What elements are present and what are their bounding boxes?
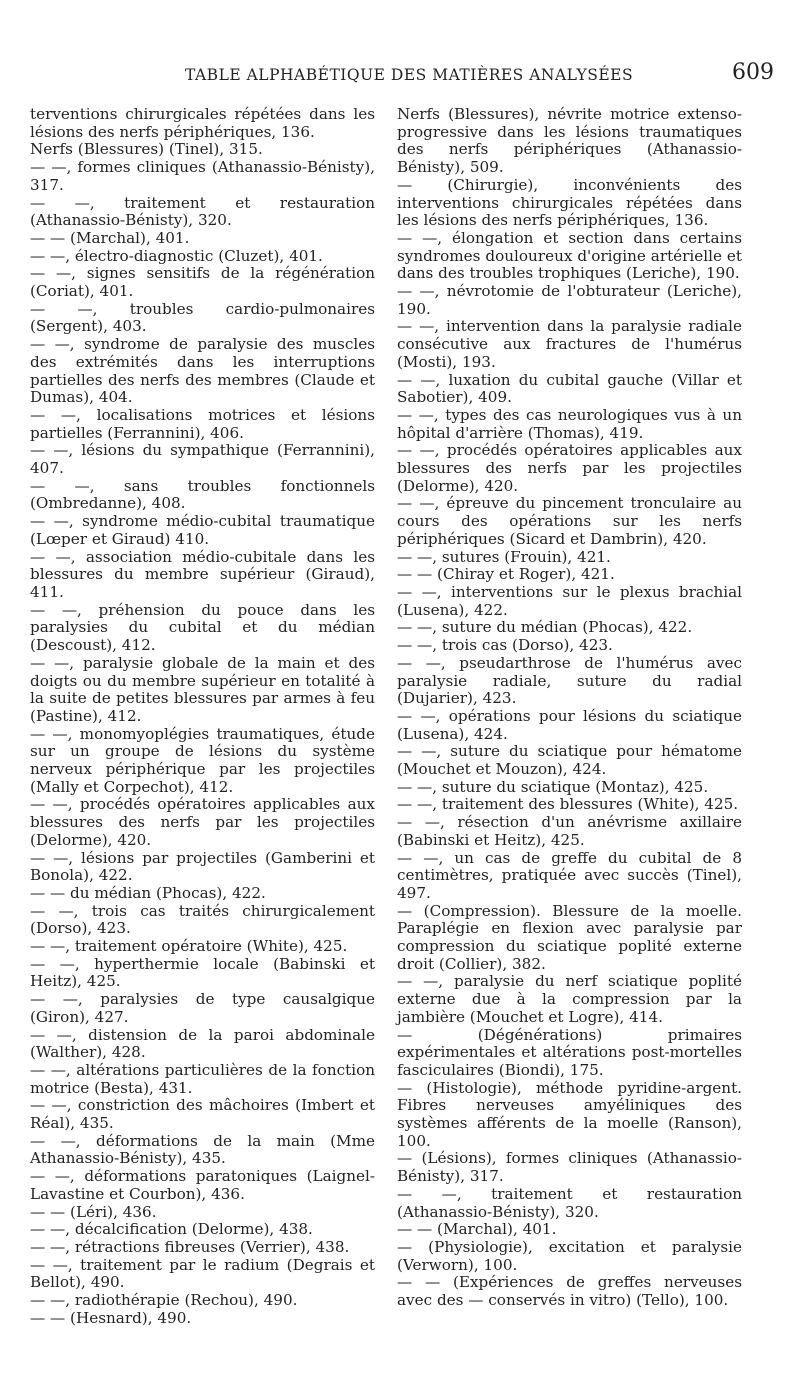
index-entry: — —, décalcification (Delorme), 438. (30, 1220, 313, 1239)
running-title: TABLE ALPHABÉTIQUE DES MATIÈRES ANALYSÉES (185, 66, 634, 84)
index-entry: — — (Chiray et Roger), 421. (397, 565, 615, 584)
index-entry: — —, luxation du cubital gauche (Villar et Sabotier), 409. (397, 370, 742, 407)
index-entry: — —, traitement et restauration (Athanassio-Bénisty), 320. (397, 1184, 742, 1221)
index-entry: — (Physiologie), excitation et paralysie (Verworn), 100. (397, 1238, 742, 1274)
index-entry: — —, lésions du sympathique (Ferrannini), 407. (30, 441, 375, 478)
page-number: 609 (732, 60, 774, 85)
index-entry: — —, paralysies de type causalgique (Giron), 427. (30, 990, 375, 1026)
right-column (397, 106, 742, 1310)
index-entry: — —, hyperthermie locale (Babinski et Heitz), 425. (30, 954, 375, 991)
index-entry: — —, lésions par projectiles (Gamberini et Bonola), 422. (30, 848, 375, 885)
index-entry: — —, un cas de greffe du cubital de 8 centimètres, pratiquée avec succès (Tinel), 497. (397, 848, 742, 902)
index-entry: — —, préhension du pouce dans les paralysies du cubital et du médian (Descoust), 412. (30, 600, 375, 655)
index-entry: — —, épreuve du pincement tronculaire au cours des opérations sur les nerfs périphériques (Sicard et Dambrin), 420. (397, 494, 742, 548)
index-entry: — — (Léri), 436. (30, 1202, 157, 1221)
index-entry: — —, pseudarthrose de l'humérus avec paralysie radiale, suture du radial (Dujarier), 423. (397, 653, 742, 708)
index-entry: — —, signes sensitifs de la régénération (Coriat), 401. (30, 264, 375, 301)
index-entry: — —, déformations de la main (Mme Athanassio-Bénisty), 435. (30, 1131, 375, 1168)
index-entry: — —, rétractions fibreuses (Verrier), 438. (30, 1238, 350, 1256)
index-entry: — —, électro-diagnostic (Cluzet), 401. (30, 246, 323, 265)
index-entry: — —, syndrome médio-cubital traumatique (Lœper et Giraud) 410. (30, 512, 375, 548)
index-entry: — —, localisations motrices et lésions partielles (Ferrannini), 406. (30, 405, 375, 442)
index-entry: — —, paralysie globale de la main et des doigts ou du membre supérieur en totalité à la suite de petites blessures par armes à feu (Pastine), 412. (30, 653, 375, 725)
index-entry: — —, paralysie du nerf sciatique poplité externe due à la compression par la jambière (Mouchet et Logre), 414. (397, 972, 742, 1026)
index-entry: — —, traitement des blessures (White), 425. (397, 795, 739, 814)
left-column (30, 106, 375, 1328)
index-entry: — —, radiothérapie (Rechou), 490. (30, 1291, 298, 1310)
index-entry: — —, traitement et restauration (Athanassio-Bénisty), 320. (30, 193, 375, 230)
index-entry: — —, troubles cardio-pulmonaires (Sergent), 403. (30, 299, 375, 336)
index-entry: — —, procédés opératoires applicables aux blessures des nerfs par les projectiles (Delorme), 420. (397, 441, 742, 495)
index-entry: — — du médian (Phocas), 422. (30, 883, 266, 902)
index-entry: — —, interventions sur le plexus brachial (Lusena), 422. (397, 582, 742, 619)
index-entry: — —, procédés opératoires applicables aux blessures des nerfs par les projectiles (Delorme), 420. (30, 795, 375, 849)
index-entry: — — (Hesnard), 490. (30, 1308, 192, 1327)
index-entry: — —, élongation et section dans certains syndromes douloureux d'origine artérielle et dans des troubles trophiques (Leriche), 190. (397, 228, 742, 283)
index-entry: — —, trois cas traités chirurgicalement (Dorso), 423. (30, 901, 375, 938)
index-entry: — —, constriction des mâchoires (Imbert et Réal), 435. (30, 1096, 375, 1133)
index-entry: — —, intervention dans la paralysie radiale consécutive aux fractures de l'humérus (Mosti), 193. (397, 317, 742, 371)
index-entry: — —, traitement par le radium (Degrais et Bellot), 490. (30, 1255, 375, 1292)
index-entry: — (Chirurgie), inconvénients des interventions chirurgicales répétées dans les lésions des nerfs périphériques, 136. (397, 175, 742, 230)
index-entry: — —, association médio-cubitale dans les blessures du membre supérieur (Giraud), 411. (30, 547, 375, 601)
index-entry: — (Lésions), formes cliniques (Athanassio-Bénisty), 317. (397, 1149, 742, 1186)
index-entry: — —, suture du médian (Phocas), 422. (397, 618, 693, 637)
index-entry: terventions chirurgicales répétées dans les lésions des nerfs périphériques, 136. (30, 105, 375, 141)
index-entry: — —, distension de la paroi abdominale (Walther), 428. (30, 1025, 375, 1062)
index-entry: Nerfs (Blessures), névrite motrice extenso-progressive dans les lésions traumatiques des nerfs périphériques (Athanassio-Bénisty), 509. (397, 105, 742, 177)
index-entry: — —, trois cas (Dorso), 423. (397, 636, 613, 655)
index-entry: — (Dégénérations) primaires expérimentales et altérations post-mortelles fasciculaires (Biondi), 175. (397, 1025, 742, 1079)
index-entry: Nerfs (Blessures) (Tinel), 315. (30, 140, 263, 159)
index-entry: — (Histologie), méthode pyridine-argent. Fibres nerveuses amyéliniques des systèmes afférents de la moelle (Ranson), 100. (397, 1078, 742, 1150)
index-entry: — —, traitement opératoire (White), 425. (30, 937, 348, 956)
index-entry: — —, opérations pour lésions du sciatique (Lusena), 424. (397, 706, 742, 743)
index-entry: — — (Marchal), 401. (30, 228, 190, 247)
index-entry: — —, sans troubles fonctionnels (Ombredanne), 408. (30, 476, 375, 513)
index-entry: — —, suture du sciatique (Montaz), 425. (397, 777, 709, 796)
index-entry: — —, formes cliniques (Athanassio-Bénisty), 317. (30, 158, 375, 194)
index-entry: — —, névrotomie de l'obturateur (Leriche), 190. (397, 282, 742, 318)
index-entry: — — (Expériences de greffes nerveuses avec des — conservés in vitro) (Tello), 100. (397, 1273, 742, 1310)
index-entry: — —, résection d'un anévrisme axillaire (Babinski et Heitz), 425. (397, 813, 742, 849)
index-entry: — (Compression). Blessure de la moelle. Paraplégie en flexion avec paralysie par compression du sciatique poplité externe droit (Collier), 382. (397, 901, 742, 973)
index-entry: — —, déformations paratoniques (Laignel-Lavastine et Courbon), 436. (30, 1167, 375, 1203)
index-entry: — —, suture du sciatique pour hématome (Mouchet et Mouzon), 424. (397, 742, 742, 779)
page-header (30, 60, 774, 90)
index-entry: — —, types des cas neurologiques vus à un hôpital d'arrière (Thomas), 419. (397, 405, 742, 442)
index-entry: — —, sutures (Frouin), 421. (397, 547, 611, 566)
index-entry: — —, syndrome de paralysie des muscles des extrémités dans les interruptions partielles des nerfs des membres (Claude et Dumas), 404. (30, 335, 375, 407)
index-entry: — —, monomyoplégies traumatiques, étude sur un groupe de lésions du système nerveux périphérique par les projectiles (Mally et Corpechot), 412. (30, 724, 375, 796)
index-entry: — — (Marchal), 401. (397, 1220, 557, 1239)
index-entry: — —, altérations particulières de la fonction motrice (Besta), 431. (30, 1060, 375, 1097)
